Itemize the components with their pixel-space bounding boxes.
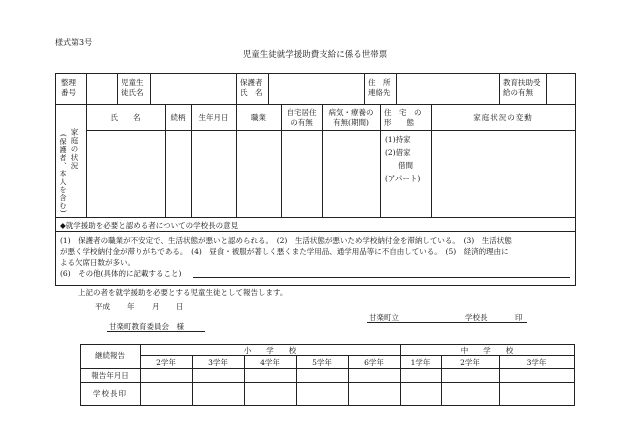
- housing-option-rent[interactable]: (2)借家: [385, 148, 411, 157]
- guardian-name-label-1: 保護者: [240, 78, 263, 87]
- col-illness-2: 有無(期間): [333, 118, 369, 127]
- student-name-label-1: 児童生: [121, 78, 144, 87]
- family-side-label: 家庭の状況: [70, 128, 79, 171]
- school-town: 甘楽町立: [369, 313, 399, 322]
- aid-label-1: 教育扶助受: [503, 78, 541, 87]
- reason-other-field[interactable]: [193, 277, 570, 278]
- date-day: 日: [176, 302, 184, 311]
- address-label-2: 連絡先: [368, 88, 391, 97]
- report-statement: 上記の者を就学援助を必要とする児童生徒として報告します。: [78, 288, 288, 297]
- col-home-1: 自宅居住: [286, 108, 317, 117]
- jr-grade-3: 3学年: [526, 358, 547, 367]
- elem-grade-4: 4学年: [260, 358, 280, 367]
- addressee-underline: [107, 331, 205, 332]
- col-name: 氏 名: [110, 113, 141, 122]
- aid-field[interactable]: [547, 74, 574, 103]
- guardian-name-label-2: 氏 名: [240, 88, 263, 97]
- school-principal: 学校長: [465, 313, 488, 322]
- reasons-heading: ◆就学援助を必要と認める者についての学校長の意見: [60, 221, 239, 230]
- jr-grade-2: 2学年: [460, 358, 480, 367]
- family-side-sublabel: (保護者、本人を含む): [59, 134, 67, 214]
- student-name-field[interactable]: [151, 74, 235, 103]
- col-birthdate: 生年月日: [198, 113, 229, 122]
- form-number: 様式第3号: [55, 38, 93, 47]
- address-field[interactable]: [397, 74, 498, 103]
- form-title: 児童生徒就学援助費支給に係る世帯票: [242, 50, 388, 60]
- aid-label-2: 給の有無: [503, 88, 533, 97]
- date-month: 月: [152, 302, 160, 311]
- student-name-label-2: 徒氏名: [121, 88, 144, 97]
- elem-grade-2: 2学年: [156, 358, 176, 367]
- principal-seal-label: 学校長印: [93, 389, 127, 398]
- date-era: 平成: [95, 302, 110, 311]
- col-relation: 続柄: [170, 113, 186, 122]
- reason-line-4: (6) その他(具体的に記載すること): [60, 269, 182, 278]
- col-housing-2: 形 態: [384, 118, 414, 127]
- reason-line-1: (1) 保護者の職業が不安定で、生活状態が悪いと認められる。 (2) 生活状態が悪いため学校納付金を滞納している。 (3) 生活状態: [60, 236, 512, 245]
- elem-grade-5: 5学年: [312, 358, 332, 367]
- housing-option-room[interactable]: 借間: [398, 161, 413, 170]
- report-date-label: 報告年月日: [91, 371, 129, 380]
- seiri-label-1: 整理: [61, 78, 76, 87]
- family-changes-area[interactable]: [432, 131, 575, 217]
- junior-label: 中 学 校: [460, 346, 514, 355]
- elem-grade-3: 3学年: [208, 358, 228, 367]
- col-housing-1: 住 宅 の: [384, 108, 422, 117]
- seiri-label-2: 番号: [61, 88, 76, 97]
- continuation-label: 継続報告: [95, 351, 125, 360]
- jr-grade-1: 1学年: [410, 358, 431, 367]
- reason-line-2: が悪く学校納付金が滞りがちである。 (4) 昼食・被服が著しく悪くまた学用品、通学用品等に不自由している。 (5) 経済的理由に: [60, 247, 509, 256]
- school-name-field[interactable]: [367, 322, 527, 323]
- elem-grade-6: 6学年: [364, 358, 384, 367]
- col-job: 職業: [251, 113, 266, 122]
- housing-option-own[interactable]: (1)持家: [385, 135, 411, 144]
- reason-line-3: よる欠席日数が多い。: [60, 258, 135, 267]
- date-year: 年: [127, 302, 135, 311]
- family-names-area[interactable]: [87, 131, 165, 217]
- seiri-number-field[interactable]: [87, 74, 116, 103]
- col-changes: 家庭状況の変動: [473, 113, 533, 122]
- col-home-2: の有無: [290, 118, 313, 127]
- addressee: 甘楽町教育委員会 様: [109, 322, 184, 331]
- col-illness-1: 病気・療養の: [328, 108, 374, 117]
- elementary-label: 小 学 校: [243, 346, 297, 355]
- seal-label: 印: [515, 313, 523, 322]
- housing-option-apartment[interactable]: (アパート): [385, 174, 421, 183]
- guardian-name-field[interactable]: [269, 74, 363, 103]
- address-label-1: 住 所: [368, 78, 391, 87]
